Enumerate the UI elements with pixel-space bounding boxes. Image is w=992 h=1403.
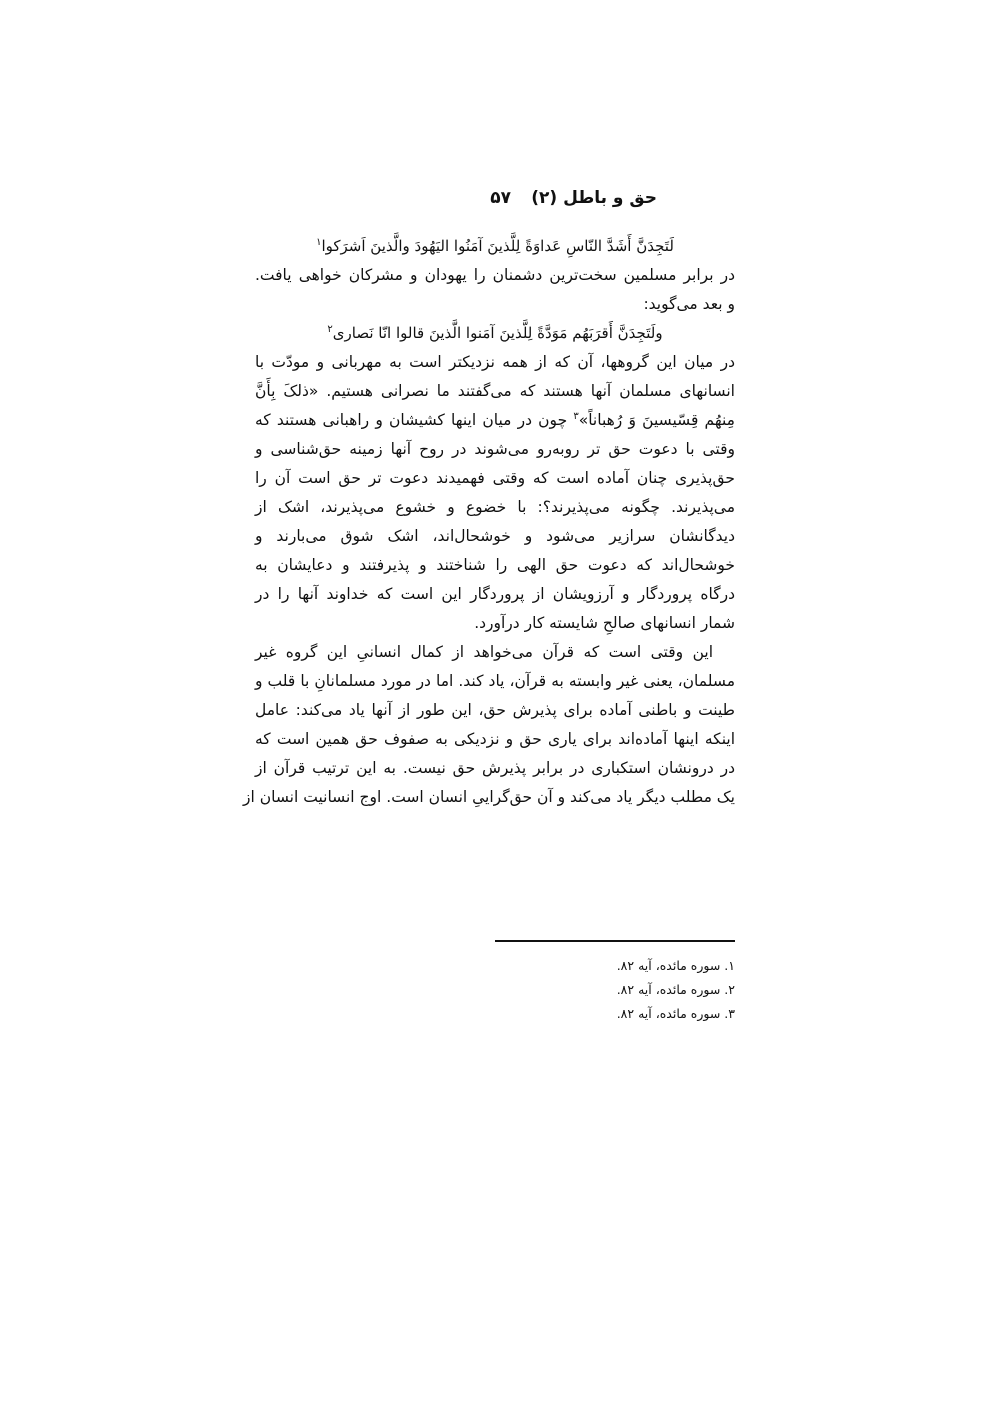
text-line: در برابر مسلمین سخت‌ترین دشمنان را یهودان و مشرکان خواهی یافت. bbox=[255, 266, 735, 284]
text-line: درگاه پروردگار و آرزویشان از پروردگار این است که خداوند آنها را در bbox=[255, 585, 735, 603]
running-header bbox=[255, 188, 735, 216]
text-line: اینکه اینها آماده‌اند برای یاری حق و نزدیکی به صفوف حق همین است که bbox=[255, 730, 735, 748]
text-line: در درونشان استکباری در برابر پذیرش حق نیست. به این ترتیب قرآن از bbox=[255, 759, 735, 777]
footnote-3: ۳. سوره مائده، آیه ۸۲. bbox=[616, 1006, 735, 1021]
verse-1-text: لَتَجِدَنَّ أَشَدَّ النّاسِ عَداوَةً لِلَّذينَ آمَنُوا اليَهُودَ والَّذينَ اَشرَکوا bbox=[321, 237, 674, 255]
text-line: دیدگانشان سرازیر می‌شود و خوشحال‌اند، اشک شوق می‌بارند و bbox=[255, 527, 735, 545]
quran-verse-1 bbox=[255, 232, 735, 261]
footnote-2: ۲. سوره مائده، آیه ۸۲. bbox=[616, 982, 735, 997]
text-line: در میان این گروهها، آن که از همه نزدیکتر است به مهربانی و مودّت با bbox=[255, 353, 735, 371]
verse-2-text: ولَتَجِدَنَّ أَقرَبَهُم مَوَدَّةً لِلَّذینَ آمَنوا الَّذینَ قالوا انّا نَصاری bbox=[332, 324, 663, 342]
text-line: حق‌پذیری چنان آماده است که وقتی فهمیدند دعوت تر حق است آن را bbox=[255, 469, 735, 487]
text-line: شمار انسانهای صالحِ شایسته کار درآورد. bbox=[474, 614, 735, 632]
text-line: می‌پذیرند. چگونه می‌پذیرند؟: با خضوع و خشوع می‌پذیرند، اشک از bbox=[255, 498, 735, 516]
text-line: طینت و باطنی آماده برای پذیرش حق، این طور از آنها یاد می‌کند: عامل bbox=[255, 701, 735, 719]
footnote-ref-2: ۲ bbox=[327, 324, 333, 335]
footnote-1: ۱. سوره مائده، آیه ۸۲. bbox=[616, 958, 735, 973]
footnote-divider bbox=[495, 940, 735, 942]
text-line: خوشحال‌اند که دعوت حق الهی را شناختند و پذیرفتند و دعایشان به bbox=[255, 556, 735, 574]
body-text bbox=[243, 232, 735, 812]
text-line: این وقتی است که قرآن می‌خواهد از کمال انسانیِ این گروه غیر bbox=[255, 643, 713, 661]
text-line: مسلمان، یعنی غیر وابسته به قرآن، یاد کند. اما در مورد مسلمانانِ با قلب و bbox=[255, 672, 735, 690]
footnote-ref-3: ۳ bbox=[573, 410, 579, 422]
quote-text: مِنهُم قِسّیسینَ وَ رُهباناً» bbox=[578, 411, 735, 429]
footnote-ref-1: ۱ bbox=[316, 237, 322, 248]
text-line: و بعد می‌گوید: bbox=[643, 295, 735, 313]
text-line: یک مطلب دیگر یاد می‌کند و آن حق‌گراییِ انسان است. اوج انسانیت انسان از bbox=[243, 788, 735, 806]
text-line: انسانهای مسلمان آنها هستند که می‌گفتند ما نصرانی هستیم. «ذلکَ بِأَنَّ bbox=[255, 382, 735, 400]
footnotes bbox=[495, 954, 735, 1026]
text-line: وقتی با دعوت حق تر روبه‌رو می‌شوند در روح آنها زمینه حق‌شناسی و bbox=[255, 440, 735, 458]
quote-tail: چون در میان اینها کشیشان و راهبانی هستند که bbox=[255, 411, 574, 429]
text-line-with-ref bbox=[255, 406, 735, 435]
page-number: ۵۷ bbox=[490, 188, 511, 208]
quran-verse-2 bbox=[255, 319, 735, 348]
chapter-title: حق و باطل (۲) bbox=[531, 188, 657, 208]
